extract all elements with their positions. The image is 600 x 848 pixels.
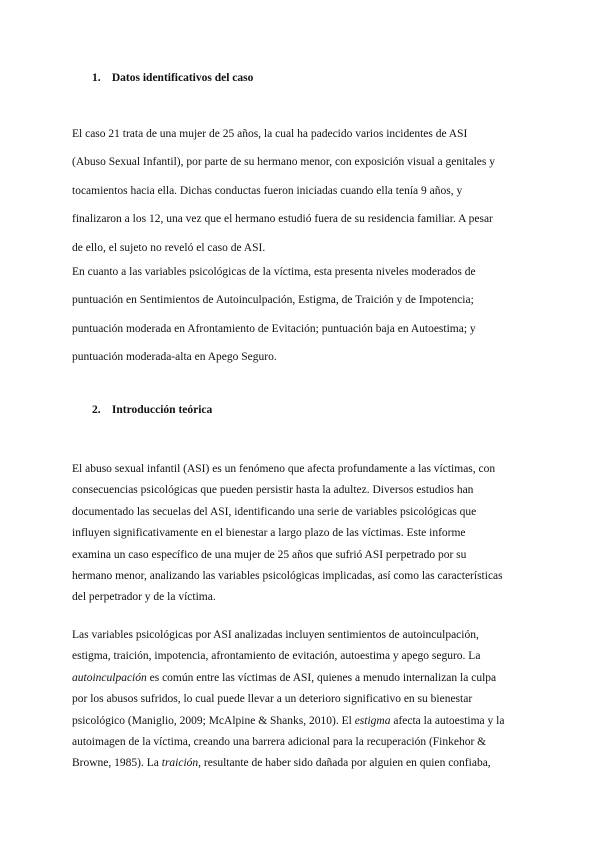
text-line: psicológico (Maniglio, 2009; McAlpine & Shanks, 2010). El estigma afecta la autoestima y la (72, 714, 505, 727)
text-line: (Abuso Sexual Infantil), por parte de su hermano menor, con exposición visual a genitales y (72, 156, 496, 169)
section-number: 1. (92, 72, 101, 84)
text-line: documentado las secuelas del ASI, identificando una serie de variables psicológicas que (72, 505, 477, 518)
psychological-variables-paragraph (72, 258, 528, 372)
intro-paragraph-2 (72, 625, 528, 775)
section-title: Datos identificativos del caso (111, 72, 254, 84)
text-line: puntuación en Sentimientos de Autoinculpación, Estigma, de Traición y de Impotencia; (72, 294, 474, 307)
text-line: autoinculpación es común entre las víctimas de ASI, quienes a menudo internalizan la culpa (72, 671, 497, 684)
text-line: autoimagen de la víctima, creando una barrera adicional para la recuperación (Finkehor & (72, 736, 487, 749)
text-line: En cuanto a las variables psicológicas de la víctima, esta presenta niveles moderados de (72, 266, 476, 278)
text-line: finalizaron a los 12, una vez que el hermano estudió fuera de su residencia familiar. A pesar (72, 213, 493, 226)
text-line: por los abusos sufridos, lo cual puede llevar a un deterioro significativo en su bienestar (72, 693, 473, 706)
section-heading-1 (92, 72, 253, 84)
case-description-paragraph (72, 120, 528, 262)
text-line: examina un caso específico de una mujer de 25 años que sufrió ASI perpetrado por su (72, 548, 467, 561)
italic-term: traición (161, 757, 199, 770)
text-line: tocamientos hacia ella. Dichas conductas fueron iniciadas cuando ella tenía 9 años, y (72, 184, 463, 197)
text-line: influyen significativamente en el bienestar a largo plazo de las víctimas. Este informe (72, 527, 466, 540)
section-heading-2 (92, 404, 212, 416)
italic-term: autoinculpación (72, 671, 147, 684)
section-title: Introducción teórica (111, 404, 213, 416)
text-line: puntuación moderada-alta en Apego Seguro. (72, 351, 277, 364)
text-line: hermano menor, analizando las variables psicológicas implicadas, así como las características (72, 570, 503, 583)
text-line: Browne, 1985). La traición, resultante de haber sido dañada por alguien en quien confiaba, (72, 757, 491, 770)
text-line: de ello, el sujeto no reveló el caso de ASI. (72, 241, 266, 254)
intro-paragraph-1 (72, 459, 528, 609)
section-number: 2. (92, 404, 101, 416)
italic-term: estigma (354, 714, 391, 727)
text-line: puntuación moderada en Afrontamiento de Evitación; puntuación baja en Autoestima; y (72, 322, 476, 335)
text-line: Las variables psicológicas por ASI analizadas incluyen sentimientos de autoinculpación, (72, 629, 479, 641)
text-line: consecuencias psicológicas que pueden persistir hasta la adultez. Diversos estudios han (72, 484, 474, 497)
text-line: El abuso sexual infantil (ASI) es un fenómeno que afecta profundamente a las víctimas, con (72, 463, 496, 475)
text-line: estigma, traición, impotencia, afrontamiento de evitación, autoestima y apego seguro. La (72, 650, 481, 663)
text-line: del perpetrador y de la víctima. (72, 591, 216, 604)
text-line: El caso 21 trata de una mujer de 25 años, la cual ha padecido varios incidentes de ASI (72, 128, 468, 140)
